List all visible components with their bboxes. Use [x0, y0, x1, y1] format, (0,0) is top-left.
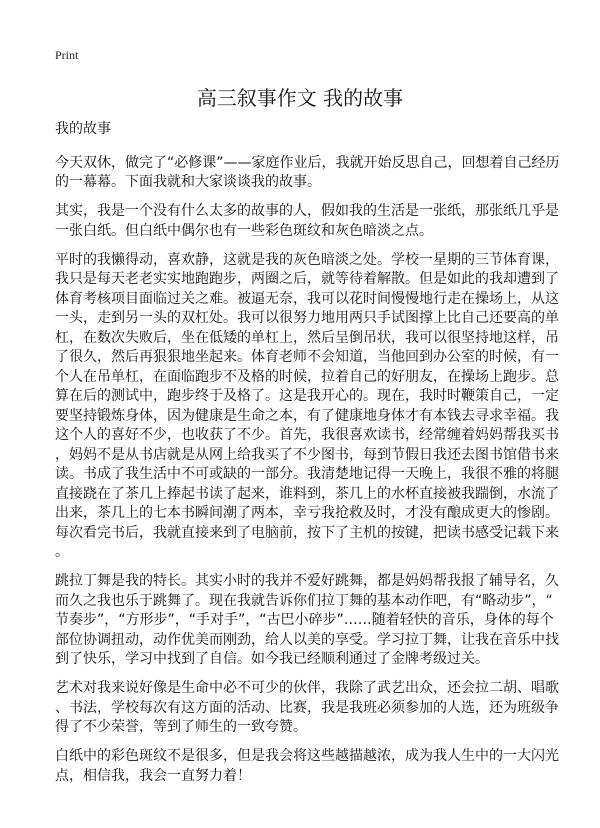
paragraph-line: 平时的我懒得动，喜欢静，这就是我的灰色暗淡之处。学校一星期的三节体育课，	[55, 251, 559, 268]
paragraph-line: 我只是每天老老实实地跑跑步，两圈之后，就等待着解散。但是如此的我却遭到了	[55, 271, 559, 287]
paragraph-line: ，妈妈不是从书店就是从网上给我买了不少图书，每到节假日我还去图书馆借书来	[55, 446, 559, 463]
paragraph-line: 了很久，然后再狠狠地坐起来。体育老师不会知道，当他回到办公室的时候，有一	[55, 349, 559, 365]
paragraph-line: 部位协调扭动，动作优美而刚劲，给人以美的享受。学习拉丁舞，让我在音乐中找	[55, 631, 559, 648]
paragraph-line: 艺术对我来说好像是生命中必不可少的伙伴，我除了武艺出众，还会拉二胡、唱歌	[55, 680, 559, 696]
paragraph	[55, 202, 559, 241]
paragraph-line: 得了不少荣誉，等到了师生的一致夸赞。	[55, 719, 307, 735]
paragraph-line: 、书法，学校每次有这方面的活动、比赛，我是我班必须参加的人选，还为班级争	[55, 699, 559, 716]
paragraph-line: 杠，在数次失败后，坐在低矮的单杠上，然后呈倒吊状，我可以很坚持地这样，吊	[55, 329, 559, 346]
paragraph	[55, 572, 559, 670]
paragraph-line: 跳拉丁舞是我的特长。其实小时的我并不爱好跳舞，都是妈妈帮我报了辅导名，久	[55, 573, 559, 589]
paragraph-line: 到了快乐，学习中找到了自信。如今我已经顺利通过了金牌考级过关。	[55, 651, 489, 667]
paragraph	[55, 154, 560, 193]
paragraph-line: 节奏步”，“方形步”，“手对手”，“古巴小碎步”……随着轻快的音乐，身体的每个	[55, 612, 554, 628]
paragraph-line: 体育考核项目面临过关之难。被逼无奈，我可以花时间慢慢地行走在操场上，从这	[55, 290, 559, 307]
paragraph-line: 点，相信我，我会一直努力着！	[55, 767, 251, 784]
paragraph-line: 而久之我也乐于跳舞了。现在我就告诉你们拉丁舞的基本动作吧，有“略动步”，“	[55, 592, 553, 609]
paragraph	[55, 251, 559, 563]
paragraph	[55, 747, 559, 786]
paragraph-line: 一头，走到另一头的双杠处。我可以很努力地用两只手试图撑上比自己还要高的单	[55, 310, 559, 326]
paragraph-line: 今天双休，做完了“必修课”——家庭作业后，我就开始反思自己，回想着自己经历	[55, 154, 560, 171]
paragraph-line: 白纸中的彩色斑纹不是很多，但是我会将这些越描越浓，成为我人生中的一大闪光	[55, 748, 559, 764]
paragraph-line: 出来，茶几上的七本书瞬间潮了两本，幸亏我抢救及时，才没有酿成更大的惨剧。	[55, 505, 559, 521]
article-subtitle: 我的故事	[55, 121, 111, 137]
print-link[interactable]: Print	[55, 48, 79, 62]
paragraph	[55, 679, 559, 738]
paragraph-line: 这个人的喜好不少，也收获了不少。首先，我很喜欢读书，经常缠着妈妈帮我买书	[55, 427, 559, 443]
paragraph-line: 每次看完书后，我就直接来到了电脑前，按下了主机的按键，把读书感受记载下来	[55, 524, 559, 541]
paragraph-line: 个人在吊单杠，在面临跑步不及格的时候，拉着自己的好朋友，在操场上跑步。总	[55, 368, 559, 385]
page-title: 高三叙事作文 我的故事	[196, 86, 404, 110]
paragraph-line: 算在后的测试中，跑步终于及格了。这是我开心的。现在，我时时鞭策自己，一定	[55, 388, 559, 404]
paragraph-line: 读。书成了我生活中不可或缺的一部分。我清楚地记得一天晚上，我很不雅的将腿	[55, 466, 559, 482]
paragraph-line: 直接跷在了茶几上捧起书读了起来，谁料到，茶几上的水杯直接被我踹倒，水流了	[55, 485, 559, 502]
paragraph-line: 的一幕幕。下面我就和大家谈谈我的故事。	[55, 174, 321, 190]
paragraph-line: 其实，我是一个没有什么太多的故事的人，假如我的生活是一张纸，那张纸几乎是	[55, 203, 559, 219]
paragraph-line: 要坚持锻炼身体，因为健康是生命之本，有了健康地身体才有本钱去寻求幸福。我	[55, 407, 559, 424]
article-body	[55, 120, 560, 796]
paragraph-line: 一张白纸。但白纸中偶尔也有一些彩色斑纹和灰色暗淡之点。	[55, 222, 433, 239]
paragraph-line: 。	[55, 544, 69, 560]
